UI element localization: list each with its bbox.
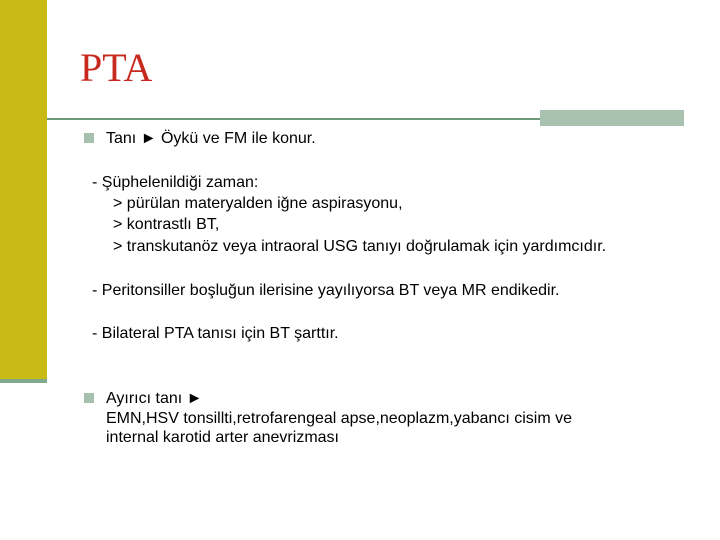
accent-bar-edge — [47, 0, 51, 383]
accent-bar-bottom — [0, 379, 47, 383]
bullet-2-line-2: internal karotid arter anevrizması — [106, 429, 339, 446]
title-rule-block — [540, 110, 684, 126]
bullet-marker-2 — [84, 393, 94, 403]
bullet-1-text: Tanı ► Öykü ve FM ile konur. — [106, 130, 316, 147]
sub-line-6: - Bilateral PTA tanısı için BT şarttır. — [92, 325, 339, 342]
slide-title: PTA — [80, 45, 153, 90]
bullet-2-line-1: EMN,HSV tonsillti,retrofarengeal apse,neoplazm,yabancı cisim ve — [106, 410, 572, 427]
sub-line-2: > pürülan materyalden iğne aspirasyonu, — [113, 195, 403, 212]
accent-bar — [0, 0, 47, 383]
sub-line-5: - Peritonsiller boşluğun ilerisine yayılıyorsa BT veya MR endikedir. — [92, 282, 560, 299]
sub-line-1: - Şüphelenildiği zaman: — [92, 174, 259, 191]
sub-line-3: > kontrastlı BT, — [113, 216, 220, 233]
bullet-marker-1 — [84, 133, 94, 143]
sub-line-4: > transkutanöz veya intraoral USG tanıyı doğrulamak için yardımcıdır. — [113, 238, 607, 255]
bullet-2-text: Ayırıcı tanı ► — [106, 390, 203, 407]
